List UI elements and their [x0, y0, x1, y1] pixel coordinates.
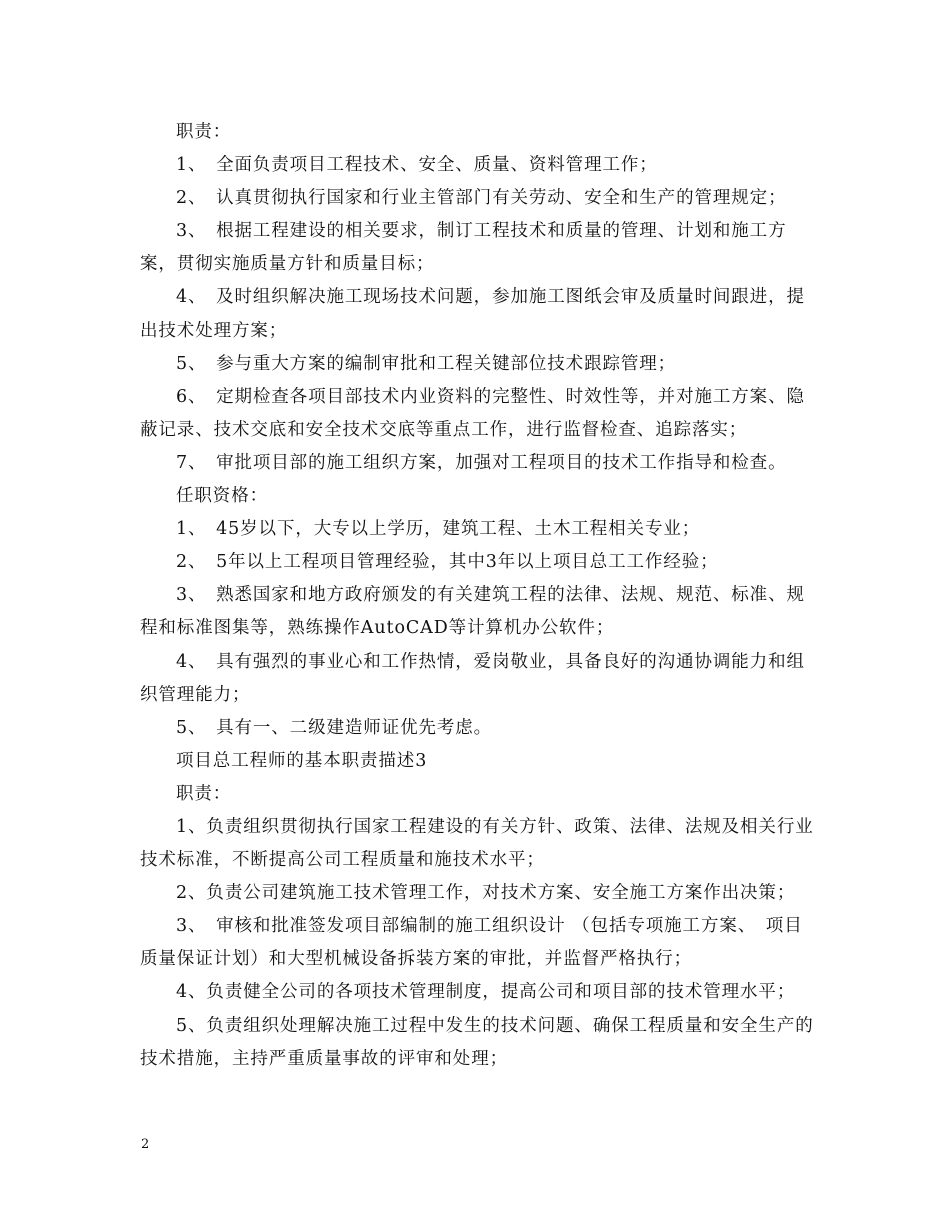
duty-item-6: 6、 定期检查各项目部技术内业资料的完整性、时效性等，并对施工方案、隐蔽记录、技术交底和安全技术交底等重点工作，进行监督检查、追踪落实；: [140, 386, 805, 440]
page-number: 2: [141, 1137, 150, 1152]
duty2-item-2: 2、负责公司建筑施工技术管理工作，对技术方案、安全施工方案作出决策；: [176, 883, 796, 904]
section-title: 项目总工程师的基本职责描述3: [176, 750, 428, 771]
duty-item-2: 2、 认真贯彻执行国家和行业主管部门有关劳动、安全和生产的管理规定；: [176, 188, 787, 209]
duty2-item-1: 1、负责组织贯彻执行国家工程建设的有关方针、政策、法律、法规及相关行业技术标准，不断提高公司工程质量和施技术水平；: [140, 816, 814, 871]
qualification-item-3: 3、 熟悉国家和地方政府颁发的有关建筑工程的法律、法规、规范、标准、规程和标准图集等，熟练操作AutoCAD等计算机办公软件；: [140, 585, 805, 639]
heading-qualifications: 任职资格：: [176, 486, 268, 507]
qualification-item-5: 5、 具有一、二级建造师证优先考虑。: [176, 717, 493, 738]
qualification-item-1: 1、 45岁以下，大专以上学历，建筑工程、土木工程相关专业；: [176, 519, 701, 540]
heading-duties-2: 职责：: [176, 783, 232, 804]
duty2-item-4: 4、负责健全公司的各项技术管理制度，提高公司和项目部的技术管理水平；: [176, 982, 796, 1003]
heading-duties: 职责：: [176, 122, 232, 142]
duty-item-3: 3、 根据工程建设的相关要求，制订工程技术和质量的管理、计划和施工方案，贯彻实施质量方针和质量目标；: [140, 221, 787, 275]
qualification-item-2: 2、 5年以上工程项目管理经验，其中3年以上项目总工工作经验；: [176, 552, 719, 573]
duty2-item-5: 5、负责组织处理解决施工过程中发生的技术问题、确保工程质量和安全生产的技术措施，主持严重质量事故的评审和处理；: [140, 1015, 814, 1069]
duty2-item-3: 3、 审核和批准签发项目部编制的施工组织设计 （包括专项施工方案、 项目质量保证计划）和大型机械设备拆装方案的审批，并监督严格执行；: [140, 916, 803, 970]
document-body: [140, 116, 816, 1076]
duty-item-1: 1、 全面负责项目工程技术、安全、质量、资料管理工作；: [176, 155, 658, 176]
duty-item-4: 4、 及时组织解决施工现场技术问题，参加施工图纸会审及质量时间跟进，提出技术处理方案；: [140, 287, 805, 341]
duty-item-7: 7、 审批项目部的施工组织方案，加强对工程项目的技术工作指导和检查。: [176, 452, 787, 473]
qualification-item-4: 4、 具有强烈的事业心和工作热情，爱岗敬业，具备良好的沟通协调能力和组织管理能力；: [140, 651, 805, 705]
duty-item-5: 5、 参与重大方案的编制审批和工程关键部位技术跟踪管理；: [176, 353, 677, 374]
